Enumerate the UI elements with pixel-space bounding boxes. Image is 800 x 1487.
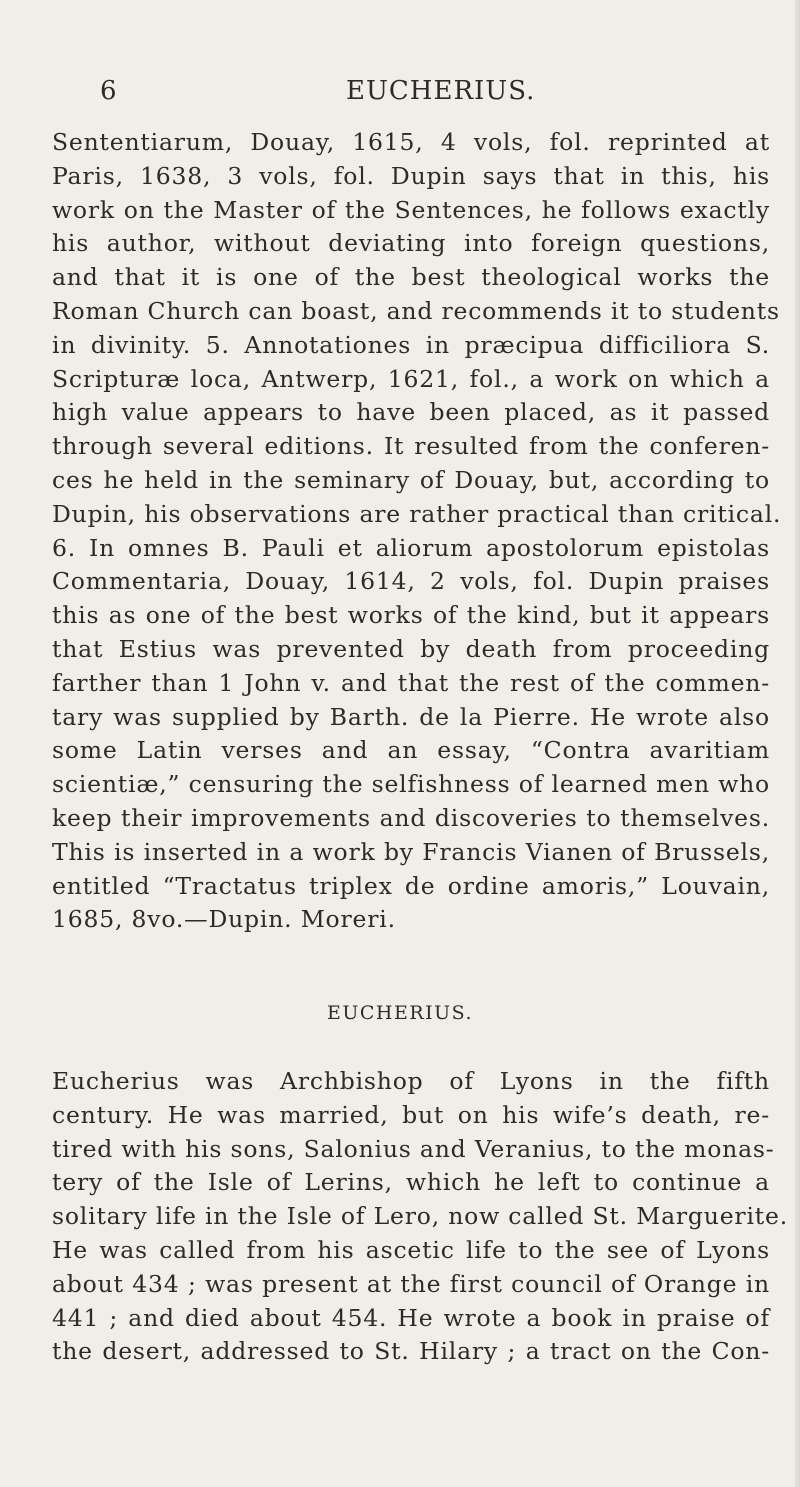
text-line: keep their improvements and discoveries to themselves. (52, 803, 770, 832)
text-line: about 434 ; was present at the first council of Orange in (52, 1269, 770, 1298)
text-line: Scripturæ loca, Antwerp, 1621, fol., a work on which a (52, 364, 770, 393)
text-line: Paris, 1638, 3 vols, fol. Dupin says that in this, his (52, 161, 770, 190)
text-line: tired with his sons, Salonius and Veranius, to the monas- (52, 1134, 775, 1163)
page-edge (795, 0, 800, 1487)
continuation-paragraph (52, 126, 782, 937)
text-line: Sententiarum, Douay, 1615, 4 vols, fol. reprinted at (52, 128, 770, 156)
text-line: that Estius was prevented by death from proceeding (52, 634, 770, 663)
text-line: the desert, addressed to St. Hilary ; a tract on the Con- (52, 1337, 770, 1366)
text-line: Roman Church can boast, and recommends it to students (52, 296, 780, 325)
text-line: 1685, 8vo.—Dupin. Moreri. (52, 905, 396, 934)
text-line: solitary life in the Isle of Lero, now called St. Marguerite. (52, 1202, 788, 1231)
text-line: 6. In omnes B. Pauli et aliorum apostolorum epistolas (52, 533, 770, 562)
text-line: farther than 1 John v. and that the rest of the commen- (52, 668, 770, 697)
page-number: 6 (100, 76, 117, 106)
text-line: ces he held in the seminary of Douay, but, according to (52, 465, 770, 494)
section-heading: EUCHERIUS. (326, 1002, 474, 1024)
text-line: 441 ; and died about 454. He wrote a book in praise of (52, 1303, 770, 1332)
text-line: some Latin verses and an essay, “Contra avaritiam (52, 736, 770, 765)
text-line: this as one of the best works of the kind, but it appears (52, 601, 770, 630)
text-line: high value appears to have been placed, as it passed (52, 398, 770, 427)
text-line: tary was supplied by Barth. de la Pierre. He wrote also (52, 702, 770, 731)
text-line: Eucherius was Archbishop of Lyons in the fifth (52, 1067, 770, 1095)
text-line: his author, without deviating into foreign questions, (52, 229, 770, 258)
section-paragraph (52, 1065, 788, 1369)
text-line: He was called from his ascetic life to the see of Lyons (52, 1235, 770, 1264)
page-header (100, 76, 700, 116)
text-line: This is inserted in a work by Francis Vianen of Brussels, (52, 837, 770, 866)
text-line: century. He was married, but on his wife’s death, re- (52, 1100, 770, 1129)
text-line: scientiæ,” censuring the selfishness of learned men who (52, 770, 770, 799)
text-line: in divinity. 5. Annotationes in præcipua difficiliora S. (52, 330, 770, 359)
text-line: Dupin, his observations are rather practical than critical. (52, 499, 782, 528)
running-head: EUCHERIUS. (346, 76, 536, 106)
text-line: work on the Master of the Sentences, he follows exactly (52, 195, 770, 224)
text-line: tery of the Isle of Lerins, which he left to continue a (52, 1168, 770, 1197)
text-line: entitled “Tractatus triplex de ordine amoris,” Louvain, (52, 871, 770, 900)
text-line: and that it is one of the best theological works the (52, 263, 770, 292)
text-line: Commentaria, Douay, 1614, 2 vols, fol. Dupin praises (52, 567, 770, 596)
text-line: through several editions. It resulted from the conferen- (52, 432, 770, 461)
